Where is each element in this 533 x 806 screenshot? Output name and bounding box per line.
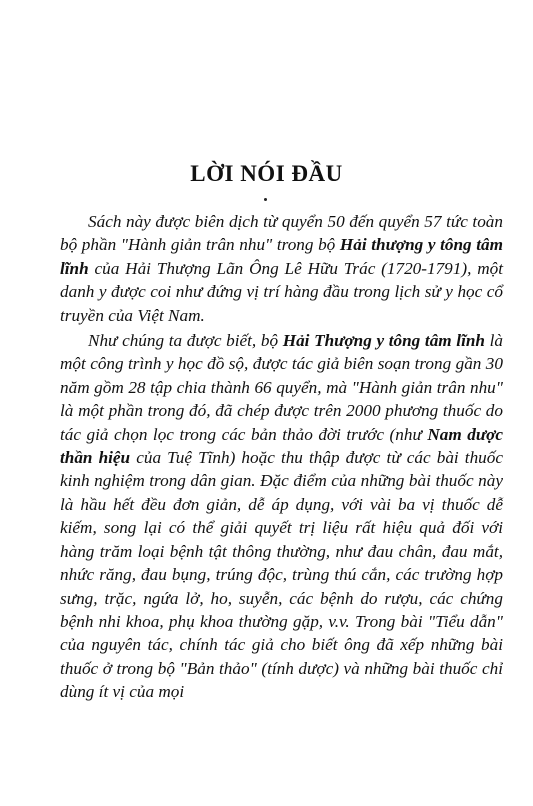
paragraph xyxy=(60,210,503,327)
page-title: LỜI NÓI ĐẦU xyxy=(190,161,343,186)
bold-title-text: Hải thượng y tông tâm lĩnh xyxy=(60,235,503,278)
body-text xyxy=(60,210,503,704)
paragraph-text: là một công trình y học đồ sộ, được tác giả biên soạn trong gần 30 năm gồm 28 tập chia thành 66 quyển, mà "Hành giản trân nhu" là một phần trong đó, đã chép được trên 2000 phương thuốc do tác giả chọn lọc trong các bản thảo đời trước (như xyxy=(60,331,503,444)
ornament-dot xyxy=(264,198,267,201)
paragraph-text: của Tuệ Tĩnh) hoặc thu thập được từ các bài thuốc kinh nghiệm trong dân gian. Đặc điểm của những bài thuốc này là hầu hết đều đơn giản, dễ áp dụng, với vài ba vị thuốc dễ kiếm, song lại có thể giải quyết trị liệu rất hiệu quả đối với hàng trăm loại bệnh tật thông thường, như đau chân, đau mắt, nhức răng, đau bụng, trúng độc, trùng thú cắn, các trường hợp sưng, trặc, ngứa lở, ho, suyễn, các bệnh do rượu, các chứng bệnh nhi khoa, phụ khoa thường gặp, v.v. Trong bài "Tiểu dẫn" của nguyên tác, chính tác giả cho biết ông đã xếp những bài thuốc ở trong bộ "Bản thảo" (tính dược) và những bài thuốc chỉ dùng ít vị của mọi xyxy=(60,448,503,702)
bold-title-text: Hải Thượng y tông tâm lĩnh xyxy=(282,331,485,351)
paragraph-text: của Hải Thượng Lãn Ông Lê Hữu Trác (1720-1791), một danh y được coi như đứng vị trí hàng đầu trong lịch sử y học cổ truyền của Việt Nam. xyxy=(60,258,503,325)
bold-title-text: Nam dược thần hiệu xyxy=(60,424,503,468)
paragraph-text: Như chúng ta được biết, bộ xyxy=(88,331,283,351)
paragraph-text: Sách này được biên dịch từ quyển 50 đến quyển 57 tức toàn bộ phần "Hành giản trân nhu" trong bộ xyxy=(60,212,503,255)
paragraph xyxy=(60,329,503,704)
